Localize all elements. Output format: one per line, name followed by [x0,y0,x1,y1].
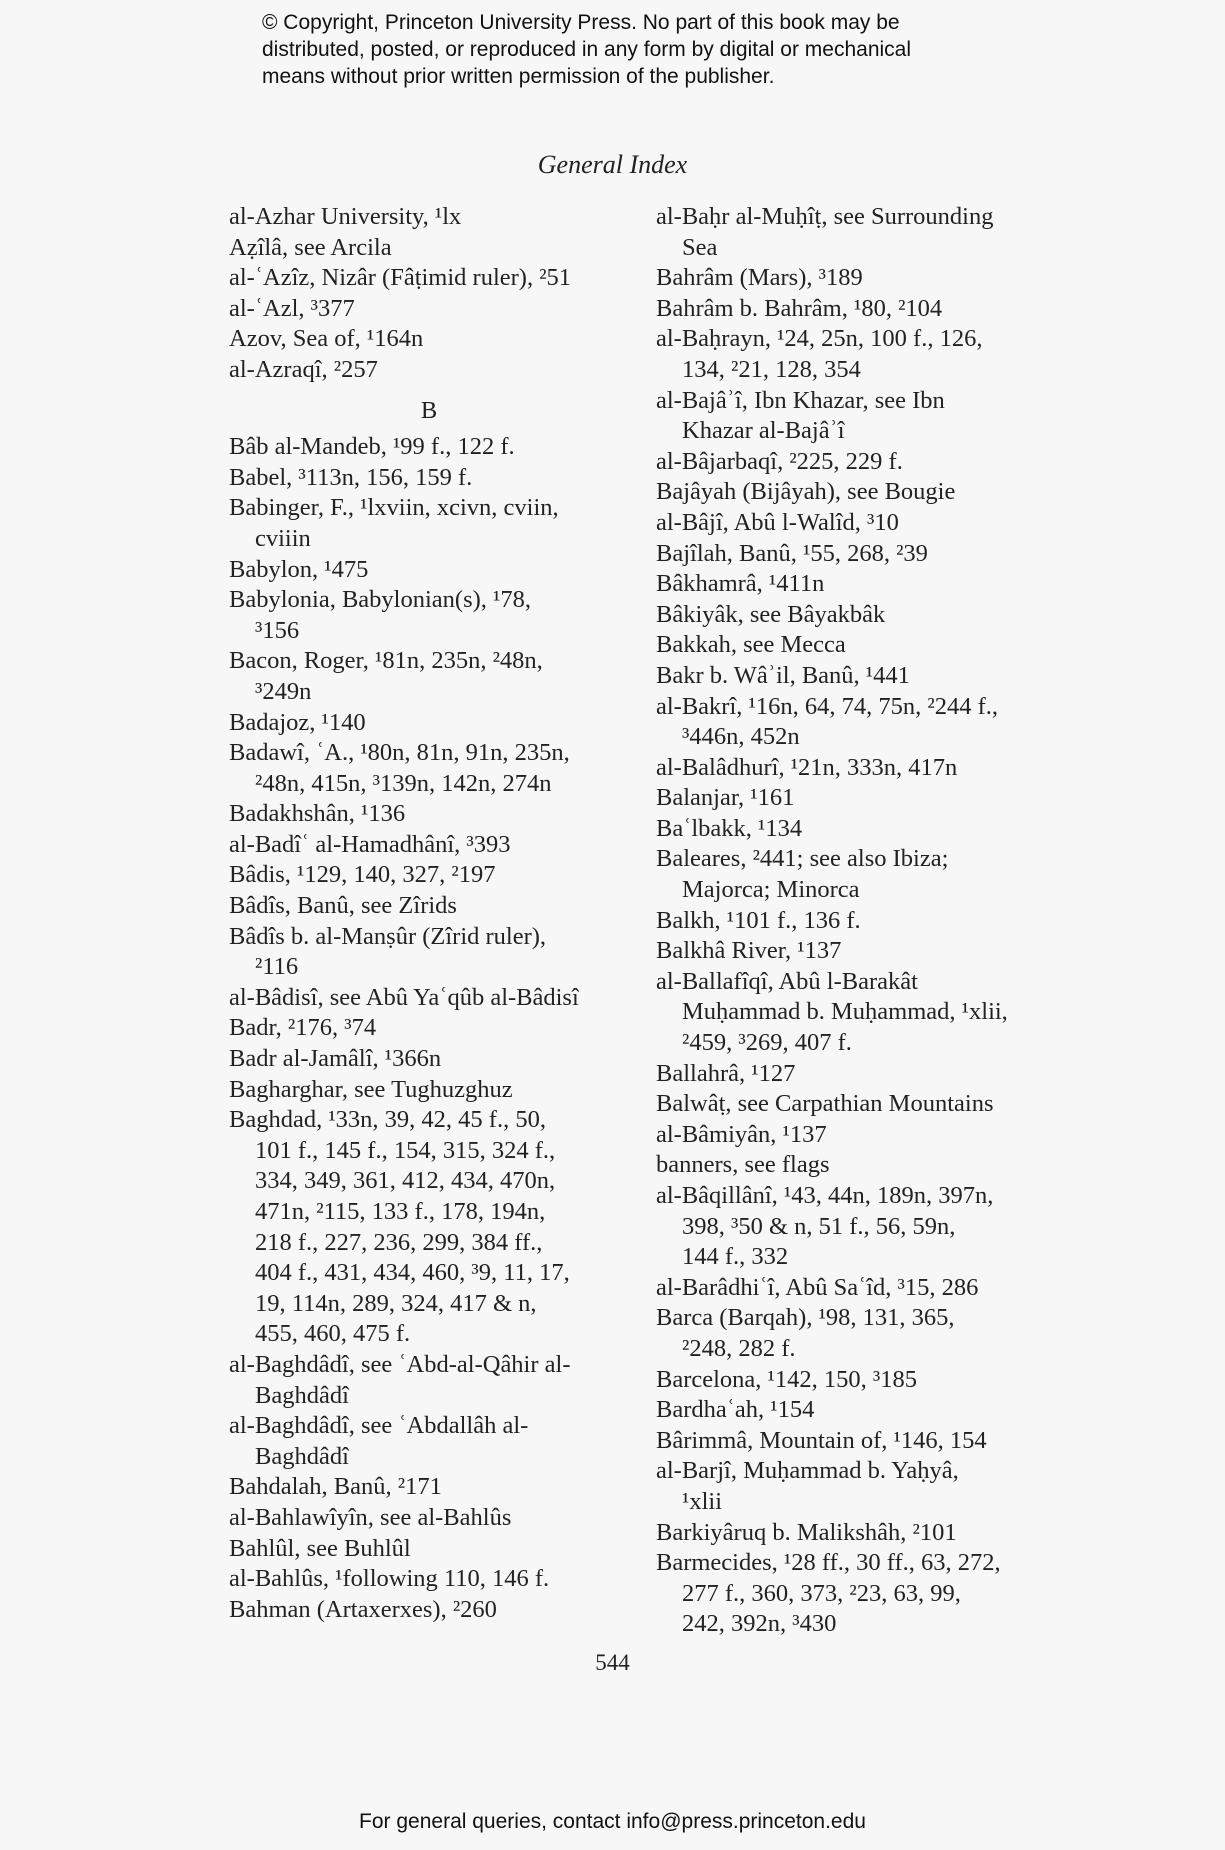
index-entry-continuation: ²459, ³269, 407 f. [682,1029,852,1057]
index-entry: Bâkhamrâ, ¹411n [656,570,825,598]
copyright-line: © Copyright, Princeton University Press. No part of this book may be [262,11,900,34]
index-entry: Badakhshân, ¹136 [229,800,406,828]
index-entry: Bâb al-Mandeb, ¹99 f., 122 f. [229,433,515,461]
index-entry: Bâdis, ¹129, 140, 327, ²197 [229,861,496,889]
index-entry-continuation: Baghdâdî [255,1381,349,1409]
index-entry: Balkh, ¹101 f., 136 f. [656,906,861,934]
index-entry: al-Badîʿ al-Hamadhânî, ³393 [229,830,511,858]
index-entry: Bâkiyâk, see Bâyakbâk [656,600,886,628]
index-entry: Babel, ³113n, 156, 159 f. [229,463,473,491]
index-column-left [229,202,629,1625]
index-entry: Baʿlbakk, ¹134 [656,814,803,842]
index-entry-continuation: 101 f., 145 f., 154, 315, 324 f., [255,1136,556,1164]
index-entry: Babinger, F., ¹lxviin, xcivn, cviin, [229,494,559,522]
index-entry: Barmecides, ¹28 ff., 30 ff., 63, 272, [656,1549,1001,1577]
index-entry-continuation: 277 f., 360, 373, ²23, 63, 99, [682,1579,961,1607]
index-entry: Bardhaʿah, ¹154 [656,1396,815,1424]
index-entry-continuation: ²48n, 415n, ³139n, 142n, 274n [255,769,552,797]
index-entry: Bâdîs b. al-Manṣûr (Zîrid ruler), [229,922,547,950]
index-entry: Badajoz, ¹140 [229,708,366,736]
index-entry: al-Baghdâdî, see ʿAbd-al-Qâhir al- [229,1350,571,1378]
index-entry-continuation: 19, 114n, 289, 324, 417 & n, [255,1289,537,1317]
index-entry: al-Baghdâdî, see ʿAbdallâh al- [229,1412,529,1440]
page-number: 544 [595,1650,630,1675]
index-entry-continuation: cviiin [255,524,311,552]
index-entry-continuation: Khazar al-Bajâʾî [682,417,845,445]
index-entry: Bagharghar, see Tughuzghuz [229,1075,513,1103]
index-entry: Bajîlah, Banû, ¹55, 268, ²39 [656,539,928,567]
index-entry: al-Bâjî, Abû l-Walîd, ³10 [656,508,899,536]
index-entry: Babylonia, Babylonian(s), ¹78, [229,586,531,614]
index-entry-continuation: Muḥammad b. Muḥammad, ¹xlii, [682,998,1008,1026]
index-entry-continuation: 218 f., 227, 236, 299, 384 ff., [255,1228,543,1256]
index-entry-continuation: Majorca; Minorca [682,876,860,904]
index-entry-continuation: 404 f., 431, 434, 460, ³9, 11, 17, [255,1259,570,1287]
footer-contact: For general queries, contact info@press.princeton.edu [359,1810,866,1833]
index-entry: Barkiyâruq b. Malikshâh, ²101 [656,1518,957,1546]
copyright-line: means without prior written permission of the publisher. [262,65,775,88]
index-entry: Badawî, ʿA., ¹80n, 81n, 91n, 235n, [229,739,570,767]
copyright-notice [262,9,1022,90]
index-entry: Badr al-Jamâlî, ¹366n [229,1045,442,1073]
index-column-right [656,202,1076,1640]
index-entry: al-Baḥr al-Muḥîṭ, see Surrounding [656,203,994,230]
index-entry-continuation: 471n, ²115, 133 f., 178, 194n, [255,1198,546,1225]
index-entry: banners, see flags [656,1151,830,1179]
index-entry-continuation: Baghdâdî [255,1442,349,1470]
index-entry: al-Bâjarbaqî, ²225, 229 f. [656,447,903,475]
section-letter-heading: B [420,396,438,424]
index-entry-continuation: ³156 [255,616,300,644]
index-entry: al-Azhar University, ¹lx [229,203,462,230]
index-entry: al-Barâdhiʿî, Abû Saʿîd, ³15, 286 [656,1273,979,1301]
index-entry: Bâdîs, Banû, see Zîrids [229,892,457,920]
index-entry: Aẓîlâ, see Arcila [229,233,392,261]
index-entry: al-Balâdhurî, ¹21n, 333n, 417n [656,753,958,781]
index-entry: al-Bakrî, ¹16n, 64, 74, 75n, ²244 f., [656,692,998,720]
index-entry-continuation: 134, ²21, 128, 354 [682,355,861,383]
index-entry: al-Bajâʾî, Ibn Khazar, see Ibn [656,386,945,414]
index-entry-continuation: ²248, 282 f. [682,1334,796,1362]
index-entry: al-Bahlawîyîn, see al-Bahlûs [229,1503,512,1531]
index-entry: Balkhâ River, ¹137 [656,937,842,965]
index-entry-continuation: Sea [682,233,718,261]
index-entry: Ballahrâ, ¹127 [656,1059,796,1087]
index-entry: Barca (Barqah), ¹98, 131, 365, [656,1304,955,1332]
index-entry-continuation: ³249n [255,677,312,705]
index-entry-continuation: ²116 [255,953,299,981]
index-entry: Barcelona, ¹142, 150, ³185 [656,1365,917,1393]
index-entry-continuation: 455, 460, 475 f. [255,1320,411,1348]
index-entry: al-Barjî, Muḥammad b. Yaḥyâ, [656,1457,959,1485]
index-entry-continuation: 398, ³50 & n, 51 f., 56, 59n, [682,1212,956,1240]
index-entry-continuation: ¹xlii [682,1487,723,1515]
index-entry: Balwâṭ, see Carpathian Mountains [656,1090,994,1118]
index-entry: Azov, Sea of, ¹164n [229,325,424,353]
index-entry: Bakr b. Wâʾil, Banû, ¹441 [656,661,910,689]
index-entry: Bahrâm (Mars), ³189 [656,264,863,292]
index-entry: Bahman (Artaxerxes), ²260 [229,1595,497,1623]
index-entry: Bahdalah, Banû, ²171 [229,1473,442,1501]
copyright-line: distributed, posted, or reproduced in any form by digital or mechanical [262,38,912,61]
index-entry: Babylon, ¹475 [229,555,369,583]
index-entry: al-Bahlûs, ¹following 110, 146 f. [229,1565,550,1593]
index-entry-continuation: 242, 392n, ³430 [682,1610,837,1638]
index-entry: Bakkah, see Mecca [656,631,846,659]
running-head: General Index [537,150,688,179]
index-entry: Badr, ²176, ³74 [229,1014,377,1042]
index-entry: al-Ballafîqî, Abû l-Barakât [656,967,918,995]
index-entry: Bacon, Roger, ¹81n, 235n, ²48n, [229,647,543,675]
index-entry: al-ʿAzl, ³377 [229,294,355,322]
index-entry-continuation: 334, 349, 361, 412, 434, 470n, [255,1167,556,1195]
index-entry: al-Bâqillânî, ¹43, 44n, 189n, 397n, [656,1182,994,1209]
index-entry: al-Bâdisî, see Abû Yaʿqûb al-Bâdisî [229,983,579,1011]
index-entry: al-ʿAzîz, Nizâr (Fâṭimid ruler), ²51 [229,264,572,292]
index-entry: al-Bâmiyân, ¹137 [656,1120,827,1148]
index-entry-continuation: 144 f., 332 [682,1243,789,1271]
index-entry: Baghdad, ¹33n, 39, 42, 45 f., 50, [229,1106,546,1134]
index-entry: al-Azraqî, ²257 [229,355,378,383]
index-entry: Bârimmâ, Mountain of, ¹146, 154 [656,1426,987,1454]
index-entry: Bajâyah (Bijâyah), see Bougie [656,478,956,506]
index-entry: Balanjar, ¹161 [656,784,795,812]
index-entry: Bahrâm b. Bahrâm, ¹80, ²104 [656,294,943,322]
index-entry: Bahlûl, see Buhlûl [229,1534,411,1562]
index-entry-continuation: ³446n, 452n [682,723,800,751]
index-entry: al-Baḥrayn, ¹24, 25n, 100 f., 126, [656,325,983,353]
index-entry: Baleares, ²441; see also Ibiza; [656,845,949,873]
